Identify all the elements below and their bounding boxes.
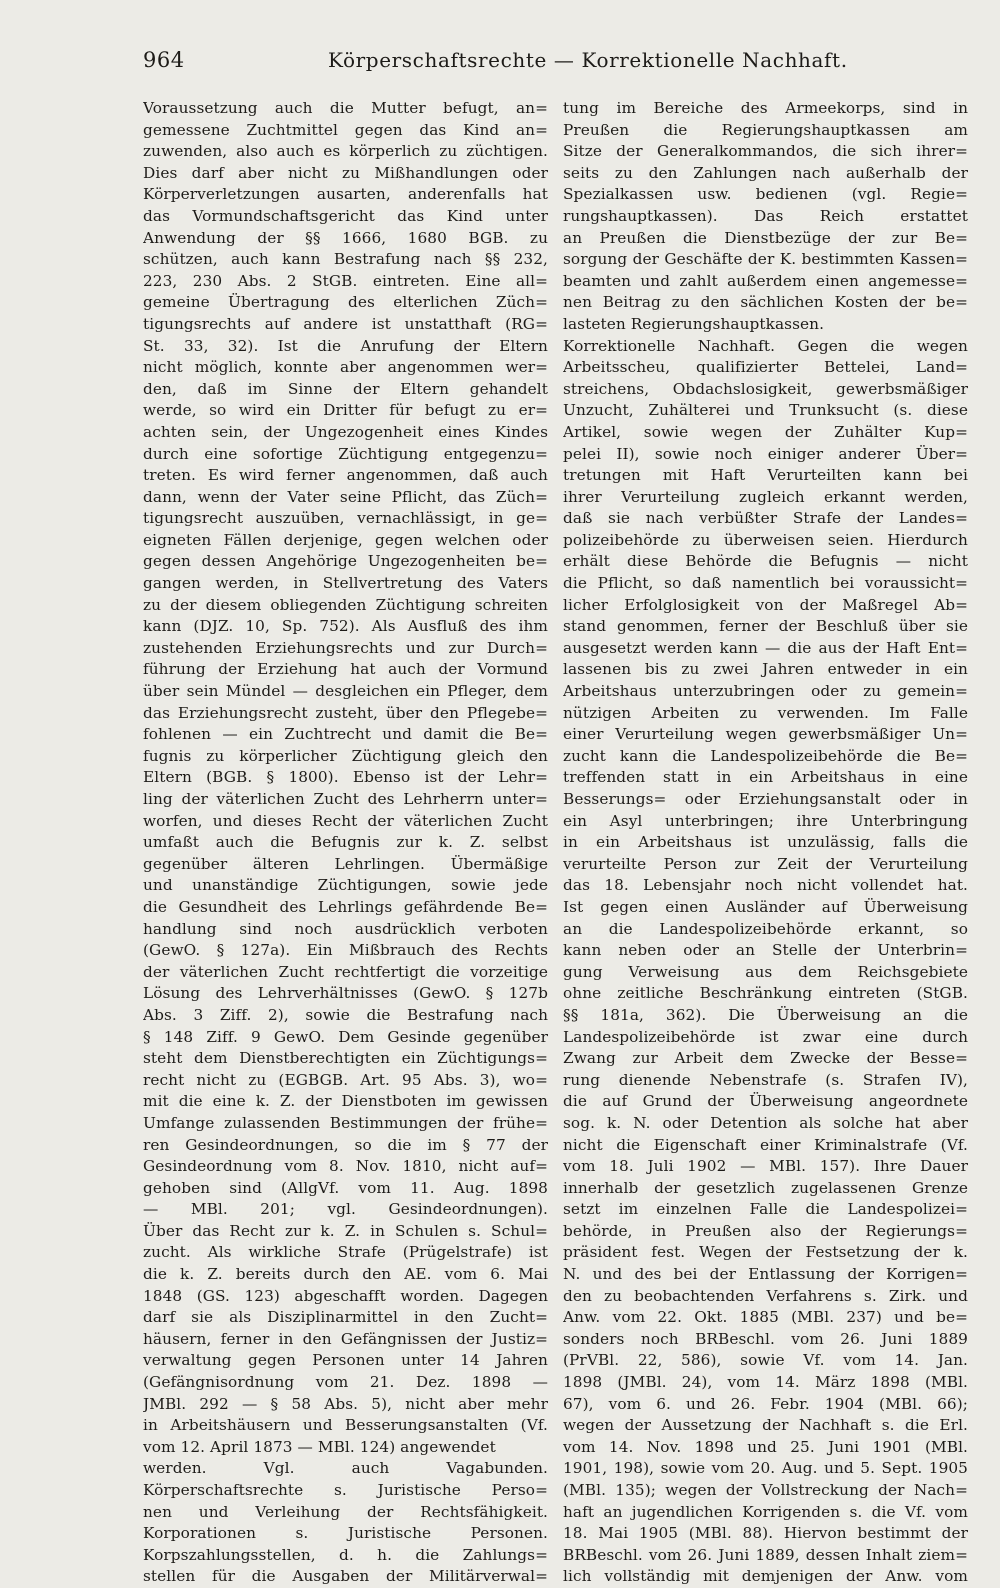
text-line: Abs. 3 Ziff. 2), sowie die Bestrafung nach bbox=[143, 1005, 548, 1024]
text-line: nicht möglich, konnte aber angenommen wer= bbox=[143, 358, 548, 377]
text-line: Sitze der Generalkommandos, die sich ihrer= bbox=[563, 142, 968, 161]
text-line: lasteten Regierungshauptkassen. bbox=[563, 314, 825, 333]
text-line: Über das Recht zur k. Z. in Schulen s. Schul= bbox=[143, 1221, 548, 1240]
text-line: nicht die Eigenschaft einer Kriminalstrafe (Vf. bbox=[563, 1135, 968, 1154]
text-line: den zu beobachtenden Verfahrens s. Zirk. und bbox=[563, 1286, 968, 1305]
text-line: polizeibehörde zu überweisen seien. Hierdurch bbox=[563, 530, 968, 549]
text-line: durch eine sofortige Züchtigung entgegenzu= bbox=[143, 444, 548, 463]
text-line: §§ 181a, 362). Die Überweisung an die bbox=[563, 1005, 968, 1024]
text-line: streichens, Obdachslosigkeit, gewerbsmäßiger bbox=[563, 379, 968, 398]
text-line: lich vollständig mit demjenigen der Anw. vom bbox=[563, 1567, 968, 1586]
text-line: mit die eine k. Z. der Dienstboten im gewissen bbox=[143, 1092, 548, 1111]
text-line: gemessene Zuchtmittel gegen das Kind an= bbox=[143, 120, 548, 139]
text-line: (PrVBl. 22, 586), sowie Vf. vom 14. Jan. bbox=[563, 1351, 968, 1370]
text-line: führung der Erziehung hat auch der Vormund bbox=[143, 660, 548, 679]
text-line: sog. k. N. oder Detention als solche hat aber bbox=[563, 1113, 968, 1132]
text-line: häusern, ferner in den Gefängnissen der Justiz= bbox=[143, 1329, 548, 1348]
text-line: kann neben oder an Stelle der Unterbrin= bbox=[563, 941, 968, 960]
text-line: pelei II), sowie noch einiger anderer Über= bbox=[563, 444, 968, 463]
text-line: 1898 (JMBl. 24), vom 14. März 1898 (MBl. bbox=[563, 1373, 968, 1392]
text-line: die auf Grund der Überweisung angeordnete bbox=[563, 1092, 968, 1111]
text-line: darf sie als Disziplinarmittel in den Zucht= bbox=[143, 1308, 548, 1327]
text-line: Lösung des Lehrverhältnisses (GewO. § 127b bbox=[143, 984, 548, 1003]
text-line: BRBeschl. vom 26. Juni 1889, dessen Inhalt ziem= bbox=[563, 1545, 968, 1564]
page-number: 964 bbox=[143, 48, 185, 72]
text-line: Zwang zur Arbeit dem Zwecke der Besse= bbox=[563, 1049, 968, 1068]
text-line: die Gesundheit des Lehrlings gefährdende Be= bbox=[143, 897, 548, 916]
text-line: Preußen die Regierungshauptkassen am bbox=[563, 120, 968, 139]
text-line: in Arbeitshäusern und Besserungsanstalten (Vf. bbox=[143, 1416, 548, 1435]
text-line: schützen, auch kann Bestrafung nach §§ 232, bbox=[143, 250, 548, 269]
text-line: wegen der Aussetzung der Nachhaft s. die Erl. bbox=[563, 1416, 968, 1435]
text-line: 1901, 198), sowie vom 20. Aug. und 5. Sept. 1905 bbox=[563, 1459, 968, 1478]
text-line: Arbeitshaus unterzubringen oder zu gemein= bbox=[563, 682, 968, 701]
text-line: ausgesetzt werden kann — die aus der Haft Ent= bbox=[563, 638, 968, 657]
text-line: tigungsrechts auf andere ist unstatthaft (RG= bbox=[143, 314, 548, 333]
text-line: fugnis zu körperlicher Züchtigung gleich den bbox=[143, 746, 548, 765]
text-line: das Vormundschaftsgericht das Kind unter bbox=[143, 206, 548, 225]
text-line: Unzucht, Zuhälterei und Trunksucht (s. diese bbox=[563, 401, 968, 420]
text-line: verurteilte Person zur Zeit der Verurteilung bbox=[563, 854, 968, 873]
text-line: tung im Bereiche des Armeekorps, sind in bbox=[563, 99, 968, 117]
text-line: (MBl. 135); wegen der Vollstreckung der Nach= bbox=[563, 1481, 968, 1499]
text-line: recht nicht zu (EGBGB. Art. 95 Abs. 3), wo= bbox=[143, 1070, 548, 1089]
text-line: ohne zeitliche Beschränkung eintreten (StGB. bbox=[563, 984, 968, 1003]
text-line: Voraussetzung auch die Mutter befugt, an= bbox=[143, 99, 548, 117]
text-line: umfaßt auch die Befugnis zur k. Z. selbst bbox=[143, 833, 548, 852]
text-line: Landespolizeibehörde ist zwar eine durch bbox=[563, 1027, 968, 1046]
text-line: treffenden statt in ein Arbeitshaus in eine bbox=[563, 768, 968, 787]
text-line: ling der väterlichen Zucht des Lehrherrn unter= bbox=[143, 790, 548, 808]
text-line: Ist gegen einen Ausländer auf Überweisung bbox=[563, 897, 968, 916]
text-line: Dies darf aber nicht zu Mißhandlungen oder bbox=[143, 163, 548, 182]
text-line: Anwendung der §§ 1666, 1680 BGB. zu bbox=[143, 228, 548, 247]
text-line: N. und des bei der Entlassung der Korrigen= bbox=[563, 1265, 968, 1284]
text-line: vom 14. Nov. 1898 und 25. Juni 1901 (MBl. bbox=[563, 1437, 968, 1456]
text-line: dann, wenn der Vater seine Pflicht, das Züch= bbox=[143, 487, 548, 506]
text-line: ren Gesindeordnungen, so die im § 77 der bbox=[143, 1135, 548, 1154]
text-line: ein Asyl unterbringen; ihre Unterbringung bbox=[563, 811, 968, 830]
text-line: rungshauptkassen). Das Reich erstattet bbox=[563, 206, 968, 225]
text-line: worfen, und dieses Recht der väterlichen Zucht bbox=[143, 811, 548, 830]
text-line: die k. Z. bereits durch den AE. vom 6. Mai bbox=[143, 1265, 548, 1284]
text-line: vom 18. Juli 1902 — MBl. 157). Ihre Dauer bbox=[563, 1157, 968, 1176]
text-line: handlung sind noch ausdrücklich verboten bbox=[143, 919, 548, 938]
text-line: 18. Mai 1905 (MBl. 88). Hiervon bestimmt der bbox=[563, 1524, 968, 1543]
text-line: St. 33, 32). Ist die Anrufung der Eltern bbox=[143, 336, 548, 355]
text-line: rung dienende Nebenstrafe (s. Strafen IV), bbox=[563, 1070, 968, 1089]
text-line: erhält diese Behörde die Befugnis — nicht bbox=[563, 552, 968, 571]
text-line: die Pflicht, so daß namentlich bei voraussicht= bbox=[563, 574, 968, 593]
text-line: ihrer Verurteilung zugleich erkannt werden, bbox=[563, 487, 968, 506]
text-line: einer Verurteilung wegen gewerbsmäßiger Un= bbox=[563, 725, 968, 744]
text-line: Artikel, sowie wegen der Zuhälter Kup= bbox=[563, 422, 968, 441]
text-line: zu der diesem obliegenden Züchtigung schreiten bbox=[143, 595, 548, 614]
text-line: sonders noch BRBeschl. vom 26. Juni 1889 bbox=[563, 1329, 968, 1348]
text-line: sorgung der Geschäfte der K. bestimmten Kassen= bbox=[563, 250, 968, 269]
text-line: nen Beitrag zu den sächlichen Kosten der be= bbox=[563, 293, 968, 312]
text-line: zucht. Als wirkliche Strafe (Prügelstrafe) ist bbox=[143, 1243, 548, 1262]
text-line: eigneten Fällen derjenige, gegen welchen oder bbox=[143, 530, 548, 549]
text-line: gung Verweisung aus dem Reichsgebiete bbox=[563, 962, 968, 981]
text-line: Anw. vom 22. Okt. 1885 (MBl. 237) und be= bbox=[563, 1308, 968, 1327]
text-line: kann (DJZ. 10, Sp. 752). Als Ausfluß des ihm bbox=[143, 617, 548, 636]
text-line: und unanständige Züchtigungen, sowie jede bbox=[143, 876, 548, 895]
text-line: gangen werden, in Stellvertretung des Vaters bbox=[143, 574, 548, 593]
text-line: lassenen bis zu zwei Jahren entweder in ein bbox=[563, 660, 968, 679]
text-line: in ein Arbeitshaus ist unzulässig, falls die bbox=[563, 833, 968, 852]
text-line: Korpszahlungsstellen, d. h. die Zahlungs= bbox=[143, 1545, 548, 1564]
text-line: steht dem Dienstberechtigten ein Züchtigungs= bbox=[143, 1049, 548, 1068]
text-line: daß sie nach verbüßter Strafe der Landes= bbox=[563, 509, 968, 528]
text-line: JMBl. 292 — § 58 Abs. 5), nicht aber mehr bbox=[143, 1394, 548, 1413]
text-line: verwaltung gegen Personen unter 14 Jahren bbox=[143, 1351, 548, 1370]
text-line: Korrektionelle Nachhaft. Gegen die wegen bbox=[563, 336, 968, 355]
text-line: werde, so wird ein Dritter für befugt zu er= bbox=[143, 401, 548, 420]
text-line: zuwenden, also auch es körperlich zu züchtigen. bbox=[143, 142, 548, 161]
text-line: licher Erfolglosigkeit von der Maßregel Ab= bbox=[563, 595, 968, 614]
text-line: nen und Verleihung der Rechtsfähigkeit. bbox=[143, 1502, 548, 1521]
running-title: Körperschaftsrechte — Korrektionelle Nachhaft. bbox=[328, 48, 848, 72]
text-line: Körperschaftsrechte s. Juristische Perso= bbox=[143, 1481, 548, 1499]
text-line: Besserungs= oder Erziehungsanstalt oder in bbox=[563, 790, 968, 808]
text-line: das Erziehungsrecht zusteht, über den Pflegebe= bbox=[143, 703, 548, 722]
text-line: treten. Es wird ferner angenommen, daß auch bbox=[143, 466, 548, 485]
text-line: zucht kann die Landespolizeibehörde die Be= bbox=[563, 746, 968, 765]
text-line: das 18. Lebensjahr noch nicht vollendet hat. bbox=[563, 876, 968, 895]
text-line: (GewO. § 127a). Ein Mißbrauch des Rechts bbox=[143, 941, 548, 960]
text-line: Eltern (BGB. § 1800). Ebenso ist der Lehr= bbox=[143, 768, 548, 787]
text-line: über sein Mündel — desgleichen ein Pfleger, dem bbox=[143, 682, 548, 701]
text-line: tigungsrecht auszuüben, vernachlässigt, in ge= bbox=[143, 509, 548, 528]
text-line: nützigen Arbeiten zu verwenden. Im Falle bbox=[563, 703, 968, 722]
text-line: gemeine Übertragung des elterlichen Züch= bbox=[143, 293, 548, 312]
text-line: Körperverletzungen ausarten, anderenfalls hat bbox=[143, 185, 548, 204]
page-header bbox=[143, 48, 963, 74]
text-line: achten sein, der Ungezogenheit eines Kindes bbox=[143, 422, 548, 441]
text-line: — MBl. 201; vgl. Gesindeordnungen). bbox=[143, 1200, 548, 1219]
text-line: Gesindeordnung vom 8. Nov. 1810, nicht auf= bbox=[143, 1157, 548, 1176]
text-line: setzt im einzelnen Falle die Landespolizei= bbox=[563, 1200, 968, 1219]
text-line: zustehenden Erziehungsrechts und zur Durch= bbox=[143, 638, 548, 657]
text-line: Spezialkassen usw. bedienen (vgl. Regie= bbox=[563, 185, 968, 204]
text-line: an Preußen die Dienstbezüge der zur Be= bbox=[563, 228, 968, 247]
text-line: beamten und zahlt außerdem einen angemesse= bbox=[563, 271, 968, 290]
text-line: den, daß im Sinne der Eltern gehandelt bbox=[143, 379, 548, 398]
text-line: vom 12. April 1873 — MBl. 124) angewendet bbox=[143, 1437, 496, 1456]
text-line: gegen dessen Angehörige Ungezogenheiten be= bbox=[143, 552, 548, 571]
text-line: haft an jugendlichen Korrigenden s. die Vf. vom bbox=[563, 1502, 968, 1521]
text-line: an die Landespolizeibehörde erkannt, so bbox=[563, 919, 968, 938]
left-text-column bbox=[143, 98, 548, 1588]
text-line: der väterlichen Zucht rechtfertigt die vorzeitige bbox=[143, 962, 548, 981]
text-line: fohlenen — ein Zuchtrecht und damit die Be= bbox=[143, 725, 548, 744]
text-line: gegenüber älteren Lehrlingen. Übermäßige bbox=[143, 854, 548, 873]
text-line: § 148 Ziff. 9 GewO. Dem Gesinde gegenüber bbox=[143, 1027, 548, 1046]
text-line: Arbeitsscheu, qualifizierter Bettelei, Land= bbox=[563, 358, 968, 377]
text-line: stand genommen, ferner der Beschluß über sie bbox=[563, 617, 968, 636]
text-line: tretungen mit Haft Verurteilten kann bei bbox=[563, 466, 968, 485]
text-line: seits zu den Zahlungen nach außerhalb der bbox=[563, 163, 968, 182]
text-line: werden. Vgl. auch Vagabunden. bbox=[143, 1459, 548, 1478]
text-line: innerhalb der gesetzlich zugelassenen Grenze bbox=[563, 1178, 968, 1197]
right-text-column bbox=[563, 98, 968, 1588]
text-line: stellen für die Ausgaben der Militärverwal= bbox=[143, 1567, 548, 1586]
text-line: Umfange zulassenden Bestimmungen der frühe= bbox=[143, 1113, 548, 1132]
text-line: 67), vom 6. und 26. Febr. 1904 (MBl. 66); bbox=[563, 1394, 968, 1413]
text-line: Korporationen s. Juristische Personen. bbox=[143, 1524, 548, 1543]
text-line: (Gefängnisordnung vom 21. Dez. 1898 — bbox=[143, 1373, 548, 1392]
text-line: behörde, in Preußen also der Regierungs= bbox=[563, 1221, 968, 1240]
text-line: 223, 230 Abs. 2 StGB. eintreten. Eine all= bbox=[143, 271, 548, 290]
text-line: gehoben sind (AllgVf. vom 11. Aug. 1898 bbox=[143, 1178, 548, 1197]
text-line: präsident fest. Wegen der Festsetzung der k. bbox=[563, 1243, 968, 1262]
text-line: 1848 (GS. 123) abgeschafft worden. Dagegen bbox=[143, 1286, 548, 1305]
